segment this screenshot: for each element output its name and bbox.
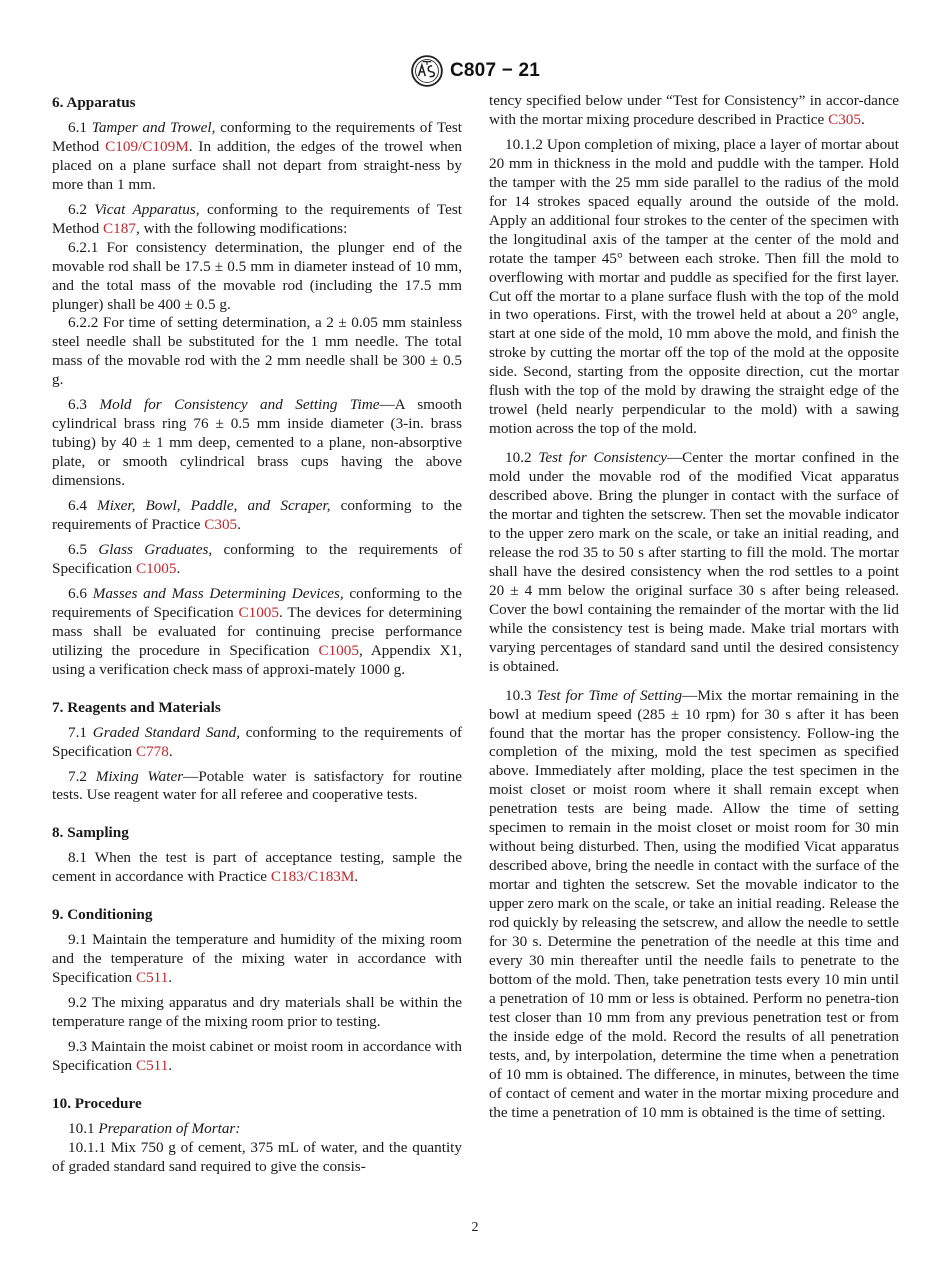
paragraph-10-1: 10.1 Preparation of Mortar:	[68, 1119, 241, 1137]
ref-link-c511[interactable]: C511	[135, 1056, 169, 1074]
ref-link-c187[interactable]: C187	[103, 219, 136, 237]
ref-link-c183[interactable]: C183/C183M	[270, 868, 355, 886]
section-heading-apparatus: 6. Apparatus	[52, 94, 136, 111]
page-number: 2	[471, 1220, 479, 1235]
page-header	[0, 54, 950, 88]
paragraph-7-2: 7.2 Mixing Water—Potable water is satisfactory for routine tests. Use reagent water for all referee and cooperative tests.	[52, 767, 462, 804]
paragraph-6-2-2: 6.2.2 For time of setting determination, a 2 ± 0.05 mm stainless steel needle shall be substituted for the 1 mm needle. The total mass of the movable rod with the 2 mm needle shall be 300 ± 0.5 g.	[52, 314, 462, 389]
ref-link-c305[interactable]: C305	[828, 110, 861, 128]
paragraph-6-3: 6.3 Mold for Consistency and Setting Time—A smooth cylindrical brass ring 76 ± 0.5 mm inside diameter (3-in. brass tubing) by 40 ± 1 mm deep, cemented to a plane, non-absorptive plate, or smooth cylindrical brass cups having the above dimensions.	[52, 396, 462, 490]
section-heading-reagents: 7. Reagents and Materials	[52, 698, 221, 716]
paragraph-10-1-1: 10.1.1 Mix 750 g of cement, 375 mL of water, and the quantity of graded standard sand required to give the consis-	[52, 1138, 462, 1175]
paragraph-10-3: 10.3 Test for Time of Setting—Mix the mortar remaining in the bowl at medium speed (285 ± 10 rpm) for 30 s after it has been found that the mortar has the proper consistency. Follow-ing the completion of the mixing, mold the test specimen as specified above. Immediately after molding, place the test specimen in the moist closet or moist room where it shall remain except when penetration tests are being made. Allow the time of setting specimen to remain in the moist closet or moist room for 30 min without being disturbed. Then, using the modified Vicat apparatus described above, bring the needle in contact with the surface of the mortar and tighten the setscrew. Set the movable indicator to the upper zero mark on the scale, or take an initial reading. Release the rod quickly by releasing the setscrew, and allow the needle to settle for 30 s. Determine the penetration of the needle at this time and every 30 min thereafter until the needle fails to penetrate to the bottom of the mold. Then, take penetration tests every 10 min until a penetration of 10 mm or less is obtained. Perform no penetra-tion test closer than 10 mm from any previous penetration test or from the inside edge of the mold. Record the results of all penetration tests, and, by interpolation, determine the time when a penetration of 10 mm is obtained. The difference, in minutes, between the time of contact of cement and water in the mortar mixing procedure and the time a penetration of 10 mm is obtained is the time of setting.	[489, 686, 899, 1121]
paragraph-9-2: 9.2 The mixing apparatus and dry materials shall be within the temperature range of the mixing room prior to testing.	[52, 994, 462, 1031]
paragraph-6-4: 6.4 Mixer, Bowl, Paddle, and Scraper, conforming to the requirements of Practice C305.	[52, 497, 462, 534]
ref-link-c778[interactable]: C778	[135, 742, 169, 760]
paragraph-6-5: 6.5 Glass Graduates, conforming to the requirements of Specification C1005.	[52, 540, 462, 577]
paragraph-6-1: 6.1 Tamper and Trowel, conforming to the requirements of Test Method C109/C109M. In addition, the edges of the trowel when placed on a plane surface shall not depart from straight-ness by more than 1 mm.	[52, 118, 462, 193]
ref-link-c109[interactable]: C109/C109M	[105, 137, 189, 155]
section-heading-conditioning: 9. Conditioning	[52, 906, 153, 924]
paragraph-6-6: 6.6 Masses and Mass Determining Devices, conforming to the requirements of Specification C1005. The devices for determining mass shall be evaluated for continuing precise performance utilizing the procedure in Specification C1005, Appendix X1, using a verification check mass of approxi-mately 1000 g.	[52, 584, 463, 678]
paragraph-6-2-1: 6.2.1 For consistency determination, the plunger end of the movable rod shall be 17.5 ± 0.5 mm in diameter instead of 10 mm, and the total mass of the movable rod (including the 17.5 mm plunger) shall be 400 ± 0.5 g.	[52, 238, 462, 313]
section-heading-procedure: 10. Procedure	[52, 1094, 142, 1112]
ref-link-c1005[interactable]: C1005	[238, 603, 279, 621]
paragraph-6-2: 6.2 Vicat Apparatus, conforming to the requirements of Test Method C187, with the following modifications:	[52, 200, 463, 237]
section-heading-sampling: 8. Sampling	[52, 824, 129, 842]
paragraph-10-1-2: 10.1.2 Upon completion of mixing, place a layer of mortar about 20 mm in thickness in the mold and puddle with the tamper. Hold the tamper with the 25 mm side parallel to the radius of the mold for 14 strokes spaced equally around the outside of the mold. Apply an additional four strokes to the center of the specimen with the longitudinal axis of the tamper at the center of the mold and rotate the tamper 45° between each stroke. Then fill the mold to overflowing with mortar and puddle as specified for the first layer. Cut off the mortar to a plane surface flush with the top of the mold in two operations. First, with the trowel held at about a 20° angle, start at one side of the mold, 10 mm above the mold, and finish the stroke by cutting the mortar off the top of the mold at the opposite side. Second, starting from the opposite direction, cut the mortar flush with the top of the mold by drawing the straight edge of the trowel (held nearly perpendicular to the mold) with a sawing motion across the top of the mold.	[489, 135, 899, 438]
ref-link-c1005[interactable]: C1005	[318, 641, 359, 659]
ref-link-c511[interactable]: C511	[135, 969, 169, 987]
paragraph-10-1-1-continued: tency specified below under “Test for Consistency” in accor-dance with the mortar mixing procedure described in Practice C305.	[489, 92, 899, 128]
paragraph-9-3: 9.3 Maintain the moist cabinet or moist room in accordance with Specification C511.	[52, 1037, 462, 1074]
paragraph-10-2: 10.2 Test for Consistency—Center the mortar confined in the mold under the movable rod of the modified Vicat apparatus described above. Bring the plunger in contact with the surface of the mortar and tighten the setscrew. Then set the movable indicator to the upper zero mark on the scale, or take an initial reading, and release the rod 35 to 50 s after starting to fill the mold. The mortar shall have the desired consistency when the rod settles to a point 20 ± 4 mm below the original surface 30 s after being released. Cover the bowl containing the remainder of the mortar with the lid while the consistency test is being made. Make trial mortars with varying percentages of standard sand until the desired consistency is obtained.	[489, 449, 900, 675]
document-designation: C807 − 21	[449, 60, 540, 81]
ref-link-c1005[interactable]: C1005	[135, 559, 177, 577]
astm-logo	[410, 54, 444, 88]
paragraph-9-1: 9.1 Maintain the temperature and humidity of the mixing room and the temperature of the mixing water in accordance with Specification C511.	[52, 931, 462, 987]
paragraph-8-1: 8.1 When the test is part of acceptance testing, sample the cement in accordance with Practice C183/C183M.	[52, 849, 462, 886]
paragraph-7-1: 7.1 Graded Standard Sand, conforming to the requirements of Specification C778.	[52, 723, 463, 760]
left-column	[52, 92, 462, 1177]
ref-link-c305[interactable]: C305	[204, 516, 238, 534]
right-column	[489, 92, 899, 1123]
